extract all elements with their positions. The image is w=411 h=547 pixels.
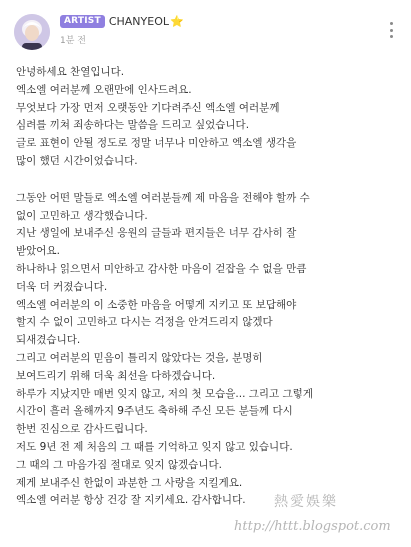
text-line: 엑소엘 여러분의 이 소중한 마음을 어떻게 지키고 또 보답해야 xyxy=(16,298,297,311)
text-line: 하나하나 읽으면서 미안하고 감사한 마음이 걷잡을 수 없을 만큼 xyxy=(16,262,307,275)
text-line: 보여드리기 위해 더욱 최선을 다하겠습니다. xyxy=(16,369,216,382)
artist-badge: ARTIST xyxy=(60,15,105,28)
paragraph xyxy=(16,64,406,171)
text-line: 글로 표현이 안될 정도로 정말 너무나 미안하고 엑소엘 생각을 xyxy=(16,137,297,150)
author-row xyxy=(60,13,184,29)
text-line: 엑소엘 여러분께 오랜만에 인사드려요. xyxy=(16,83,192,96)
text-line: 없이 고민하고 생각했습니다. xyxy=(16,209,148,222)
text-line: 하루가 지났지만 매번 잊지 않고, 저의 첫 모습을... 그리고 그렇게 xyxy=(16,387,313,400)
star-icon: ⭐ xyxy=(169,14,184,28)
text-line: 무엇보다 가장 먼저 오랫동안 기다려주신 엑소엘 여러분께 xyxy=(16,101,280,114)
text-line: 되새겼습니다. xyxy=(16,334,81,347)
text-line: 더욱 더 커졌습니다. xyxy=(16,280,108,293)
text-line: 그동안 어떤 말들로 엑소엘 여러분들께 제 마음을 전해야 할까 수 xyxy=(16,191,310,204)
text-line: 한번 진심으로 감사드립니다. xyxy=(16,423,148,436)
post-header xyxy=(0,0,411,56)
text-line: 할지 수 없이 고민하고 다시는 걱정을 안겨드리지 않겠다 xyxy=(16,316,273,329)
text-line: 심려를 끼쳐 죄송하다는 말씀을 드리고 싶었습니다. xyxy=(16,119,250,132)
author-name[interactable]: CHANYEOL xyxy=(108,14,169,28)
paragraph xyxy=(16,190,406,510)
watermark-text: 熱愛娛樂 xyxy=(274,494,338,510)
text-line: 받았어요. xyxy=(16,245,60,258)
text-line: 제게 보내주신 한없이 과분한 그 사랑을 지킬게요. xyxy=(16,476,243,489)
text-line: 그 때의 그 마음가짐 절대로 잊지 않겠습니다. xyxy=(16,458,222,471)
text-line: 안녕하세요 찬열입니다. xyxy=(16,66,125,78)
post-body xyxy=(16,64,406,510)
avatar-image xyxy=(14,14,50,50)
text-line: 그리고 여러분의 믿음이 틀리지 않았다는 것을, 분명히 xyxy=(16,351,263,364)
text-line: 엑소엘 여러분 항상 건강 잘 지키세요. 감사합니다. xyxy=(16,494,246,507)
watermark-url: http://httt.blogspot.com xyxy=(234,519,391,534)
text-line: 많이 했던 시간이었습니다. xyxy=(16,154,138,167)
text-line: 시간이 흘러 올해까지 9주년도 축하해 주신 모든 분들께 다시 xyxy=(16,405,293,418)
text-line: 지난 생일에 보내주신 응원의 글들과 편지들은 너무 감사히 잘 xyxy=(16,227,297,240)
post-time: 1분 전 xyxy=(60,36,86,46)
more-options-icon[interactable] xyxy=(385,22,397,38)
text-line: 저도 9년 전 제 처음의 그 때를 기억하고 잊지 않고 있습니다. xyxy=(16,440,293,453)
avatar[interactable] xyxy=(14,14,50,50)
